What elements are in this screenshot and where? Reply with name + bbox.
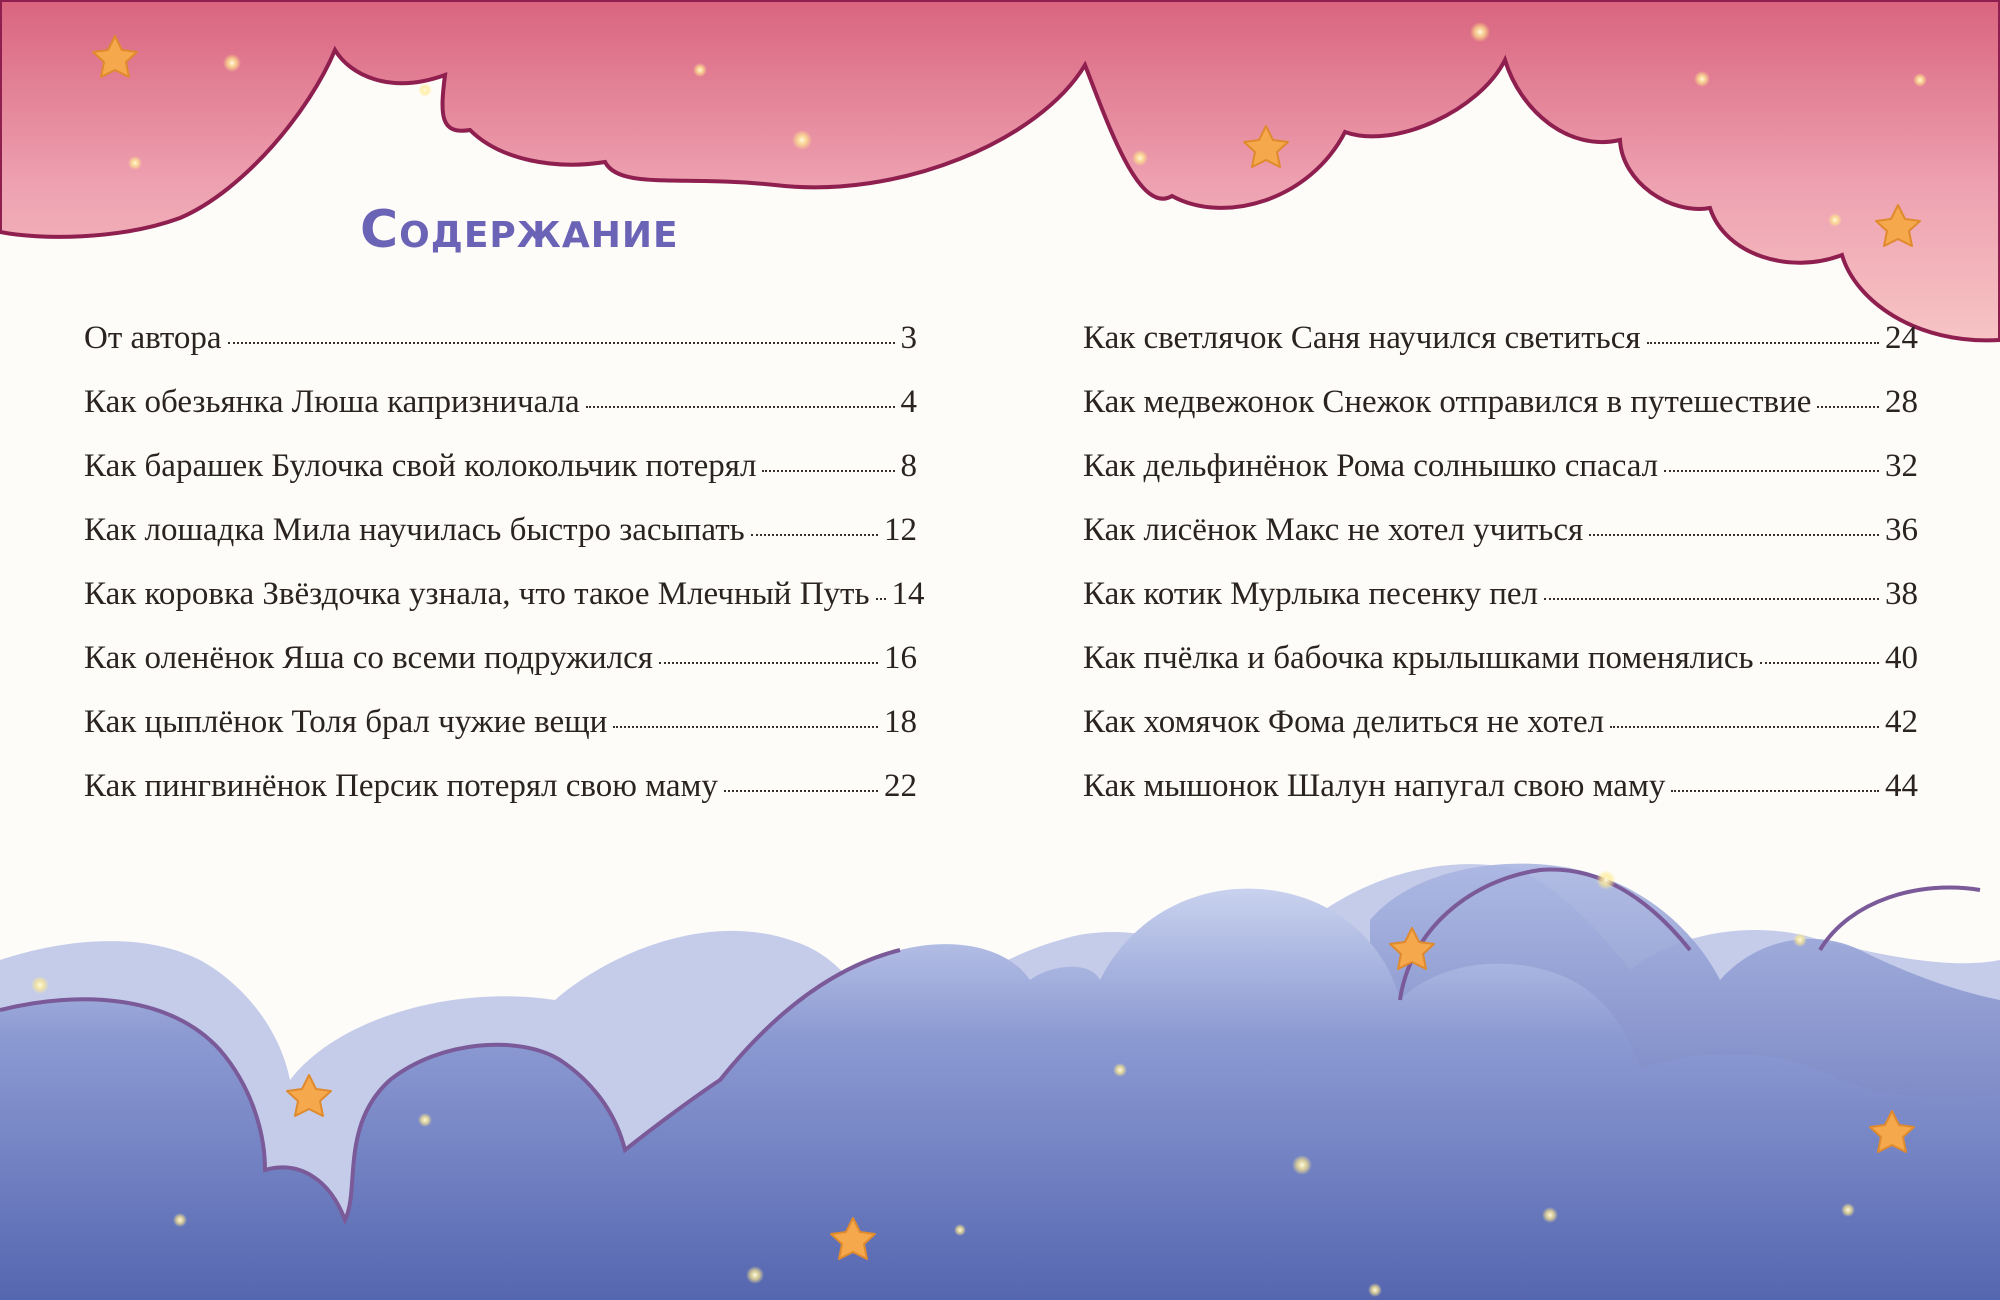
toc-entry-title: Как лисёнок Макс не хотел учиться bbox=[1083, 512, 1584, 548]
dot-leader bbox=[1610, 726, 1879, 728]
dot-leader bbox=[228, 342, 895, 344]
toc-entry-title: Как котик Мурлыка песенку пел bbox=[1083, 576, 1539, 612]
toc-entry-page: 44 bbox=[1885, 768, 1918, 804]
toc-entry-title: Как обезьянка Люша капризничала bbox=[84, 384, 580, 420]
toc-entry[interactable] bbox=[84, 704, 917, 768]
toc-entry-title: Как дельфинёнок Рома солнышко спасал bbox=[1083, 448, 1659, 484]
dot-leader bbox=[659, 662, 878, 664]
toc-entry-title: От автора bbox=[84, 320, 222, 356]
toc-entry-page: 16 bbox=[884, 640, 917, 676]
page-title: Содержание bbox=[360, 200, 679, 260]
toc-entry-page: 40 bbox=[1885, 640, 1918, 676]
dot-leader bbox=[1664, 470, 1879, 472]
toc-entry[interactable] bbox=[1083, 320, 1918, 384]
dot-leader bbox=[1589, 534, 1879, 536]
toc-entry[interactable] bbox=[84, 768, 917, 832]
toc-right-column bbox=[1083, 320, 1918, 832]
dot-leader bbox=[586, 406, 895, 408]
toc-entry-page: 28 bbox=[1885, 384, 1918, 420]
toc-entry-title: Как пингвинёнок Персик потерял свою маму bbox=[84, 768, 718, 804]
toc-entry-page: 18 bbox=[884, 704, 917, 740]
toc-entry-page: 22 bbox=[884, 768, 917, 804]
dot-leader bbox=[1544, 598, 1879, 600]
toc-entry[interactable] bbox=[1083, 704, 1918, 768]
toc-left-column bbox=[84, 320, 925, 832]
toc-entry[interactable] bbox=[84, 640, 917, 704]
toc-entry-page: 14 bbox=[891, 576, 925, 612]
toc-entry-title: Как пчёлка и бабочка крылышками поменялись bbox=[1083, 640, 1754, 676]
dot-leader bbox=[1671, 790, 1879, 792]
toc-entry[interactable] bbox=[1083, 384, 1918, 448]
dot-leader bbox=[1817, 406, 1879, 408]
toc-entry-page: 12 bbox=[884, 512, 917, 548]
top-clouds bbox=[0, 0, 2000, 340]
toc-entry[interactable] bbox=[84, 512, 917, 576]
toc-entry-page: 42 bbox=[1885, 704, 1918, 740]
dot-leader bbox=[762, 470, 894, 472]
toc-entry-title: Как цыплёнок Толя брал чужие вещи bbox=[84, 704, 608, 740]
dot-leader bbox=[1760, 662, 1879, 664]
toc-entry[interactable] bbox=[1083, 512, 1918, 576]
toc-entry[interactable] bbox=[1083, 448, 1918, 512]
toc-entry-page: 24 bbox=[1885, 320, 1918, 356]
toc-entry-title: Как медвежонок Снежок отправился в путешествие bbox=[1083, 384, 1812, 420]
dot-leader bbox=[751, 534, 878, 536]
toc-entry[interactable] bbox=[84, 384, 917, 448]
toc-entry-page: 4 bbox=[900, 384, 917, 420]
dot-leader bbox=[613, 726, 878, 728]
toc-entry[interactable] bbox=[1083, 576, 1918, 640]
toc-entry-title: Как оленёнок Яша со всеми подружился bbox=[84, 640, 653, 676]
toc-entry[interactable] bbox=[84, 448, 917, 512]
toc-entry-page: 3 bbox=[900, 320, 917, 356]
toc-entry-title: Как светлячок Саня научился светиться bbox=[1083, 320, 1641, 356]
toc-entry-page: 38 bbox=[1885, 576, 1918, 612]
toc-entry[interactable] bbox=[84, 320, 917, 384]
toc-entry-title: Как хомячок Фома делиться не хотел bbox=[1083, 704, 1605, 740]
toc-entry-title: Как барашек Булочка свой колокольчик потерял bbox=[84, 448, 757, 484]
dot-leader bbox=[724, 790, 878, 792]
toc-entry[interactable] bbox=[1083, 768, 1918, 832]
toc-entry-page: 36 bbox=[1885, 512, 1918, 548]
dot-leader bbox=[1647, 342, 1879, 344]
toc-entry-title: Как коровка Звёздочка узнала, что такое Млечный Путь bbox=[84, 576, 870, 612]
toc-entry-title: Как лошадка Мила научилась быстро засыпать bbox=[84, 512, 745, 548]
toc-entry-page: 32 bbox=[1885, 448, 1918, 484]
toc-entry[interactable] bbox=[1083, 640, 1918, 704]
bottom-clouds bbox=[0, 864, 2000, 1300]
toc-entry-page: 8 bbox=[900, 448, 917, 484]
dot-leader bbox=[876, 598, 886, 600]
toc-entry-title: Как мышонок Шалун напугал свою маму bbox=[1083, 768, 1666, 804]
toc-entry[interactable] bbox=[84, 576, 925, 640]
